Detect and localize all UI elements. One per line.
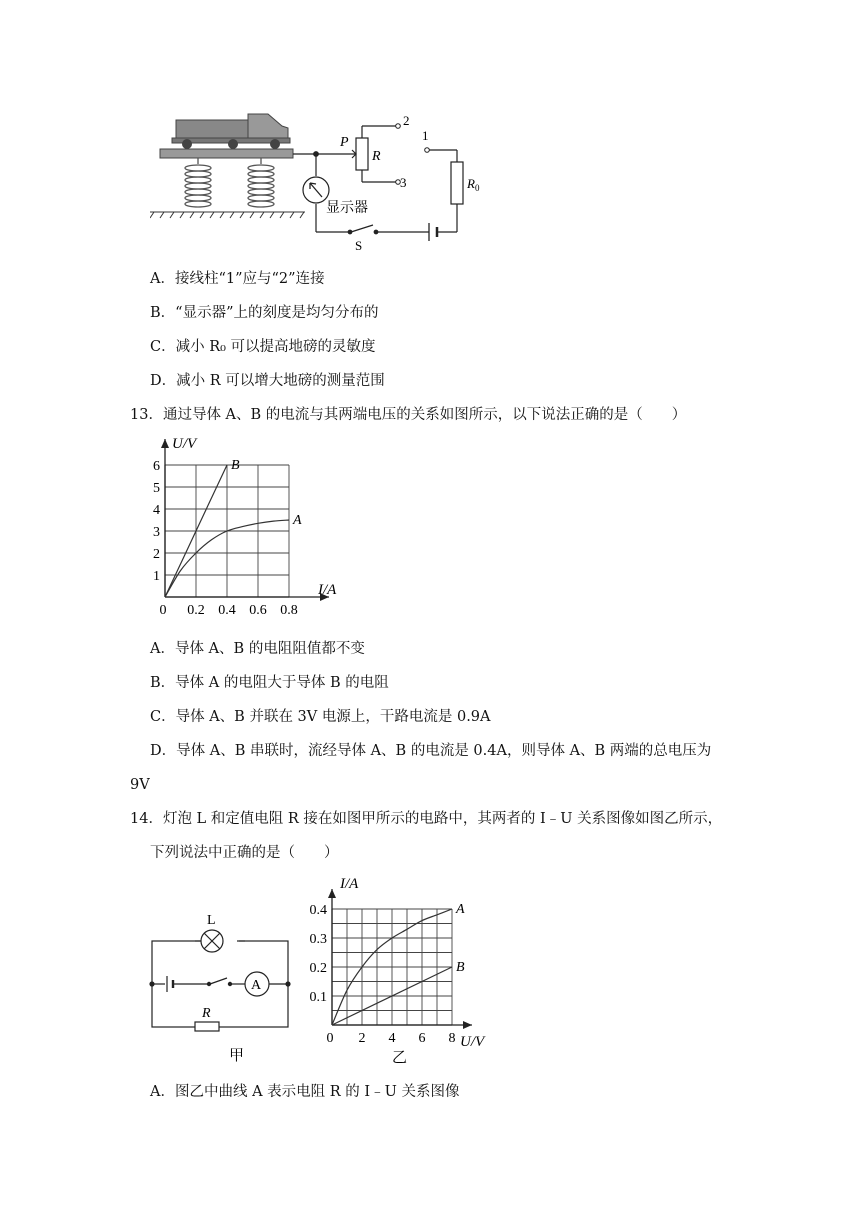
y-tick-label: 6 [153, 459, 160, 474]
q14-i-u-chart [300, 870, 510, 1070]
label-R: R [372, 149, 381, 164]
series-label-B: B [456, 960, 465, 975]
label-3: 3 [400, 175, 407, 190]
q14-circuit-figure [145, 900, 295, 1070]
label-2: 2 [403, 113, 410, 128]
q14-stem-line1: 14．灯泡 L 和定值电阻 R 接在如图甲所示的电路中，其两者的 I﹣U 关系图像如图乙所示， [130, 811, 723, 827]
q14-option-a: A．图乙中曲线 A 表示电阻 R 的 I﹣U 关系图像 [150, 1084, 460, 1100]
switch-icon [348, 225, 378, 234]
q13-option-a: A．导体 A、B 的电阻阻值都不变 [150, 641, 365, 657]
x-tick-label: 0.2 [187, 603, 205, 618]
terminal-2 [396, 124, 401, 129]
truck-icon [172, 114, 290, 149]
x-axis-label: U/V [460, 1034, 485, 1050]
resistor-R [195, 1022, 219, 1031]
rheostat-R [356, 138, 368, 170]
y-axis-arrow-icon [328, 889, 336, 898]
origin-label: 0 [159, 603, 167, 618]
spring-right-icon [248, 158, 274, 207]
x-axis-label: I/A [318, 582, 337, 598]
label-display: 显示器 [326, 201, 368, 216]
label-R: R [202, 1006, 211, 1021]
terminal-1 [425, 148, 430, 153]
y-axis-arrow-icon [161, 439, 169, 448]
q13-option-b: B．导体 A 的电阻大于导体 B 的电阻 [150, 675, 389, 691]
weighbridge-figure [150, 108, 480, 260]
y-tick-label: 3 [153, 525, 160, 540]
slider-arrow-icon [348, 150, 356, 158]
label-ammeter-A: A [251, 978, 262, 993]
x-tick-label: 4 [388, 1031, 396, 1046]
series-label-A: A [456, 902, 465, 917]
label-P: P [340, 135, 349, 150]
q12-option-d: D．减小 R 可以增大地磅的测量范围 [150, 373, 385, 389]
origin-label: 0 [326, 1031, 334, 1046]
y-tick-label: 1 [153, 569, 160, 584]
label-S: S [355, 238, 363, 253]
battery-icon [167, 976, 207, 992]
q12-option-c: C．减小 R₀ 可以提高地磅的灵敏度 [150, 339, 376, 355]
y-tick-label: 5 [153, 481, 160, 496]
ground [150, 212, 305, 218]
x-tick-label: 0.8 [280, 603, 298, 618]
x-tick-label: 8 [448, 1031, 456, 1046]
y-tick-label: 0.3 [309, 932, 327, 947]
chart-caption: 乙 [392, 1050, 408, 1066]
q13-option-d-continued: 9V [130, 777, 150, 793]
battery-icon [429, 223, 437, 241]
q12-option-a: A．接线柱“1”应与“2”连接 [150, 271, 325, 287]
y-tick-label: 0.2 [309, 961, 327, 976]
x-tick-label: 0.6 [249, 603, 267, 618]
y-axis-label: U/V [172, 436, 197, 452]
q14-stem-line2: 下列说法中正确的是（ ） [150, 845, 339, 861]
series-label-B: B [231, 458, 240, 473]
spring-left-icon [185, 158, 211, 207]
label-R0: $R_0$ [467, 176, 480, 193]
q12-option-b: B．“显示器”上的刻度是均匀分布的 [150, 305, 379, 321]
q13-option-c: C．导体 A、B 并联在 3V 电源上，干路电流是 0.9A [150, 709, 491, 725]
x-tick-label: 6 [418, 1031, 426, 1046]
y-axis-label: I/A [340, 876, 359, 892]
x-axis-arrow-icon [463, 1021, 472, 1029]
label-1: 1 [422, 128, 429, 143]
label-L: L [207, 913, 216, 928]
series-label-A: A [293, 513, 302, 528]
resistor-R0 [451, 162, 463, 204]
x-tick-label: 2 [358, 1031, 366, 1046]
q13-u-i-chart [140, 432, 380, 632]
y-tick-label: 0.4 [309, 903, 327, 918]
y-tick-label: 4 [153, 503, 160, 518]
y-tick-label: 2 [153, 547, 160, 562]
y-tick-label: 0.1 [309, 990, 327, 1005]
x-tick-label: 0.4 [218, 603, 236, 618]
q13-stem: 13．通过导体 A、B 的电流与其两端电压的关系如图所示，以下说法正确的是（ ） [130, 407, 687, 423]
caption-jia: 甲 [229, 1048, 245, 1064]
platform [160, 149, 293, 158]
q13-option-d: D．导体 A、B 串联时，流经导体 A、B 的电流是 0.4A，则导体 A、B 两端的总电压为 [150, 743, 712, 759]
